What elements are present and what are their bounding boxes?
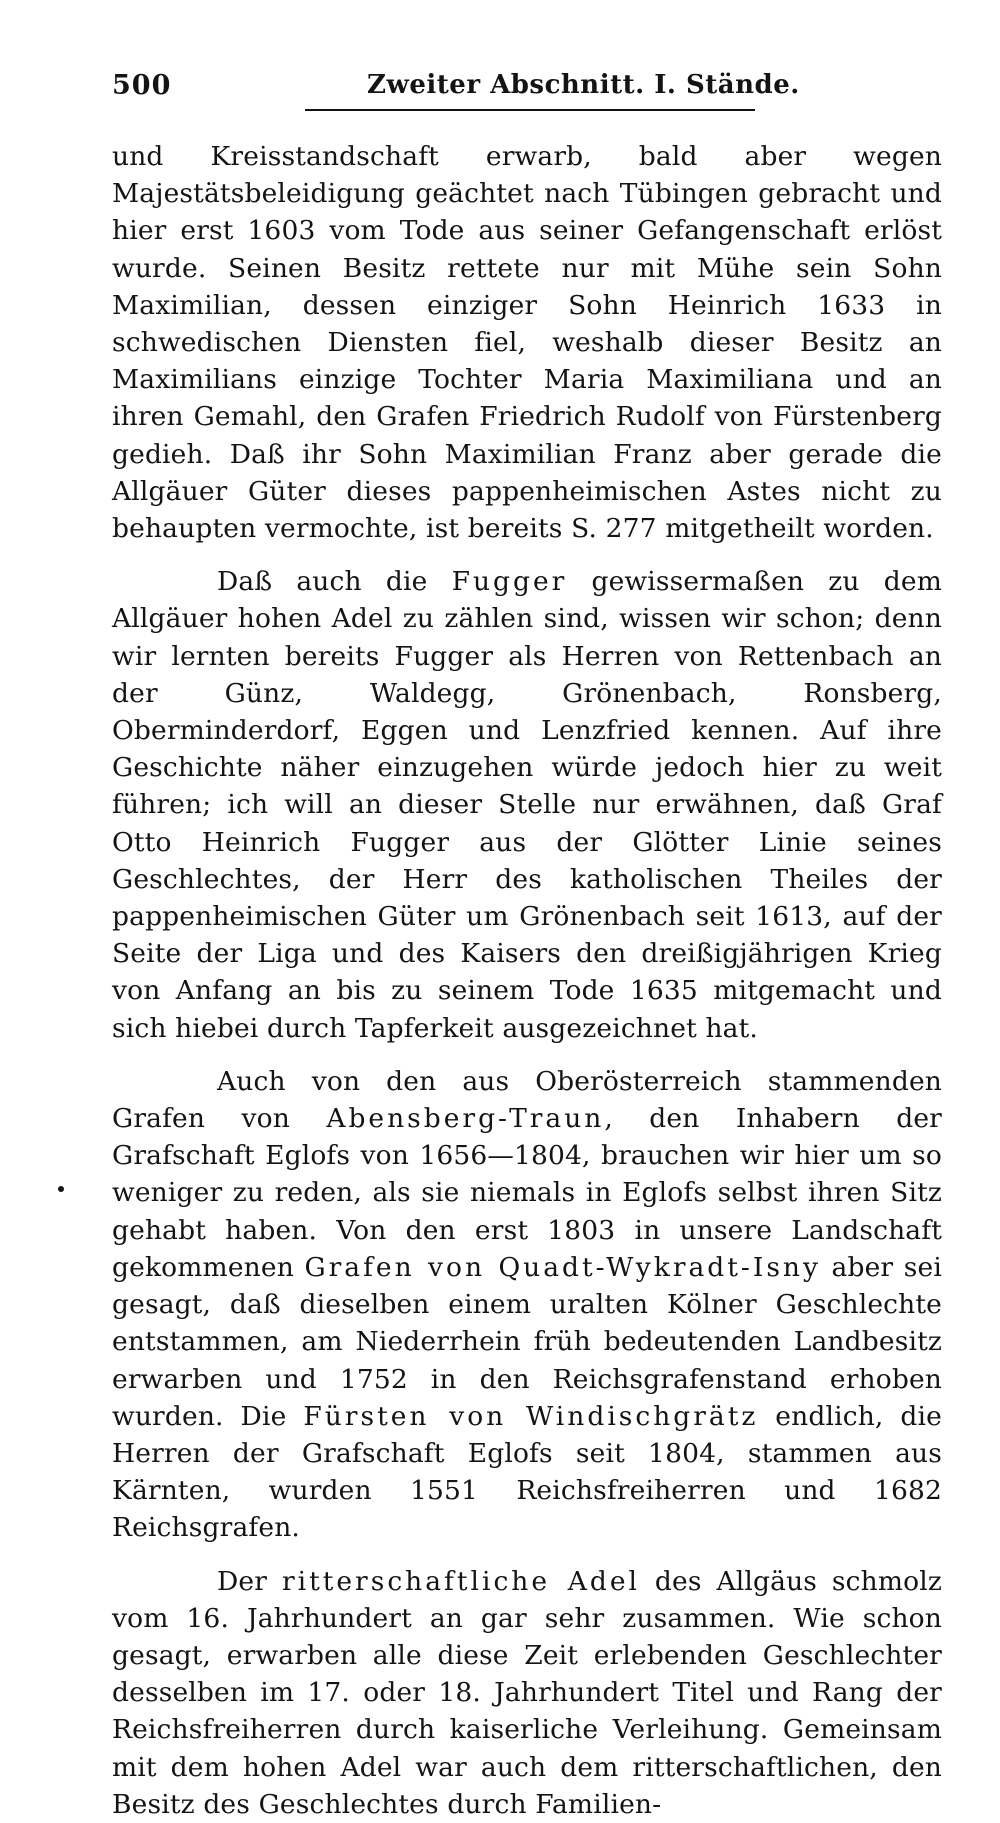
emphasis-windischgraetz: Fürsten von Windischgrätz	[303, 1400, 759, 1432]
body-text	[112, 138, 942, 1823]
chapter-title: Zweiter Abschnitt. I. Stände.	[367, 70, 800, 100]
emphasis-abensberg-traun: Abensberg-Traun	[326, 1103, 605, 1135]
paragraph-2-text-end: gewissermaßen zu dem Allgäuer hohen Adel zu zählen sind, wissen wir schon; denn wir lernten bereits Fugger als Herren von Rettenbach an der Günz, Waldegg, Grönenbach, Ronsberg, Oberminderdorf, Eggen und Lenzfried kennen. Auf ihre Geschichte näher einzugehen würde jedoch hier zu weit führen; ich will an dieser Stelle nur erwähnen, daß Graf Otto Heinrich Fugger aus der Glötter Linie seines Geschlechtes, der Herr des katholischen Theiles der pappenheimischen Güter um Grönenbach seit 1613, auf der Seite der Liga und des Kaisers den dreißigjährigen Krieg von Anfang an bis zu seinem Tode 1635 mitgemacht und sich hiebei durch Tapferkeit ausgezeichnet hat.	[112, 566, 942, 1044]
paragraph-4	[112, 1563, 942, 1823]
paragraph-3-text-start: Auch von den aus Oberösterreich stammenden Grafen von	[112, 1065, 942, 1135]
emphasis-ritterschaftlicher-adel: ritterschaftliche Adel	[281, 1565, 641, 1597]
emphasis-fugger: Fugger	[451, 566, 568, 598]
paragraph-1-text: und Kreisstandschaft erwarb, bald aber wegen Majestätsbeleidigung geächtet nach Tübingen gebracht und hier erst 1603 vom Tode aus seiner Gefangenschaft erlöst wurde. Seinen Besitz rettete nur mit Mühe sein Sohn Maximilian, dessen einziger Sohn Heinrich 1633 in schwedischen Diensten fiel, weshalb dieser Besitz an Maximilians einzige Tochter Maria Maximiliana und an ihren Gemahl, den Grafen Friedrich Rudolf von Fürstenberg gedieh. Daß ihr Sohn Maximilian Franz aber gerade die Allgäuer Güter dieses pappenheimischen Astes nicht zu behaupten vermochte, ist bereits S. 277 mitgetheilt worden.	[112, 141, 942, 545]
paragraph-3	[112, 1063, 942, 1547]
margin-mark	[58, 1186, 64, 1192]
header-rule	[305, 109, 755, 111]
paragraph-1	[112, 138, 942, 547]
paragraph-3-text-end: endlich, die Herren der Grafschaft Eglofs seit 1804, stammen aus Kärnten, wurden 1551 Reichsfreiherren und 1682 Reichsgrafen.	[112, 1400, 942, 1544]
page-number: 500	[112, 70, 172, 101]
paragraph-4-text-end: des Allgäus schmolz vom 16. Jahrhundert an gar sehr zusammen. Wie schon gesagt, erwarben alle diese Zeit erlebenden Geschlechter desselben im 17. oder 18. Jahrhundert Titel und Rang der Reichsfreiherren durch kaiserliche Verleihung. Gemeinsam mit dem hohen Adel war auch dem ritterschaftlichen, den Besitz des Geschlechtes durch Familien-	[112, 1565, 943, 1820]
paragraph-2-text-start: Daß auch die	[217, 566, 452, 598]
running-head	[112, 70, 942, 110]
paragraph-2	[112, 563, 942, 1047]
paragraph-4-text-start: Der	[217, 1565, 282, 1597]
paragraph-3-text-middle-2: aber sei gesagt, daß dieselben einem uralten Kölner Geschlechte entstammen, am Niederrhein früh bedeutenden Landbesitz erwarben und 1752 in den Reichsgrafenstand erhoben wurden. Die	[112, 1251, 942, 1432]
paragraph-3-text-middle-1: , den Inhabern der Grafschaft Eglofs von 1656—1804, brauchen wir hier um so weniger zu reden, als sie niemals in Eglofs selbst ihren Sitz gehabt haben. Von den erst 1803 in unsere Landschaft gekommenen	[112, 1103, 942, 1283]
emphasis-quadt-wykradt-isny: Grafen von Quadt-Wykradt-Isny	[304, 1251, 821, 1283]
